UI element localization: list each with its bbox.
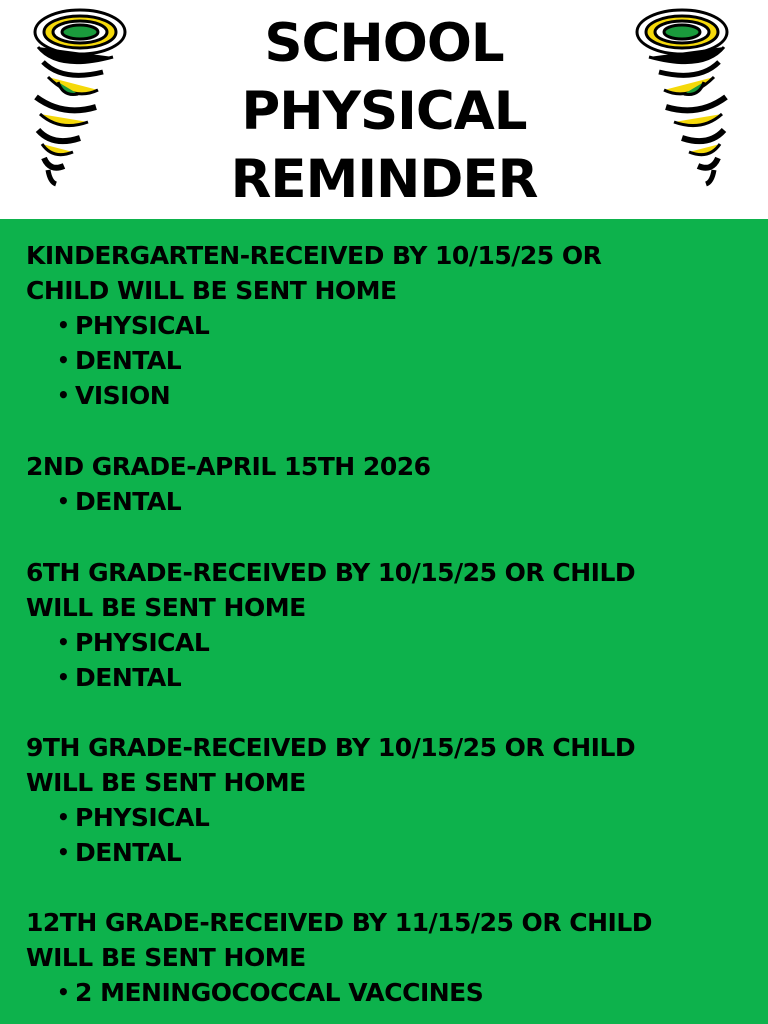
section-heading: 12TH GRADE-RECEIVED BY 11/15/25 OR CHILD bbox=[26, 908, 653, 937]
requirements-list bbox=[26, 484, 746, 519]
list-item: • DENTAL bbox=[26, 660, 746, 695]
page-title bbox=[150, 10, 618, 214]
bullet-icon: • bbox=[57, 313, 70, 337]
bullet-icon: • bbox=[57, 980, 70, 1004]
bullet-icon: • bbox=[57, 630, 70, 654]
header bbox=[0, 0, 768, 219]
section-heading: KINDERGARTEN-RECEIVED BY 10/15/25 OR bbox=[26, 241, 602, 270]
bullet-icon: • bbox=[57, 665, 70, 689]
list-item: • PHYSICAL bbox=[26, 625, 746, 660]
ninth-grade-section bbox=[26, 730, 746, 870]
title-line: PHYSICAL bbox=[241, 81, 527, 142]
list-item: • DENTAL bbox=[26, 835, 746, 870]
requirements-list bbox=[26, 975, 746, 1010]
bullet-icon: • bbox=[57, 805, 70, 829]
requirements-list bbox=[26, 625, 746, 695]
requirements-list bbox=[26, 308, 746, 413]
section-heading: CHILD WILL BE SENT HOME bbox=[26, 276, 397, 305]
requirements-list bbox=[26, 800, 746, 870]
list-item: • PHYSICAL bbox=[26, 800, 746, 835]
bullet-icon: • bbox=[57, 840, 70, 864]
section-heading: WILL BE SENT HOME bbox=[26, 768, 306, 797]
bullet-icon: • bbox=[57, 348, 70, 372]
reminder-content bbox=[0, 219, 768, 1024]
list-item: • DENTAL bbox=[26, 343, 746, 378]
tornado-mascot-icon bbox=[634, 2, 744, 188]
list-item: • DENTAL bbox=[26, 484, 746, 519]
section-heading: 9TH GRADE-RECEIVED BY 10/15/25 OR CHILD bbox=[26, 733, 636, 762]
tornado-mascot-icon bbox=[18, 2, 128, 188]
second-grade-section bbox=[26, 449, 746, 519]
section-heading: 6TH GRADE-RECEIVED BY 10/15/25 OR CHILD bbox=[26, 558, 636, 587]
twelfth-grade-section bbox=[26, 905, 746, 1010]
kindergarten-section bbox=[26, 238, 746, 413]
section-heading: 2ND GRADE-APRIL 15TH 2026 bbox=[26, 452, 431, 481]
list-item: • PHYSICAL bbox=[26, 308, 746, 343]
bullet-icon: • bbox=[57, 489, 70, 513]
list-item: • VISION bbox=[26, 378, 746, 413]
bullet-icon: • bbox=[57, 383, 70, 407]
section-heading: WILL BE SENT HOME bbox=[26, 593, 306, 622]
list-item: • 2 MENINGOCOCCAL VACCINES bbox=[26, 975, 746, 1010]
title-line: REMINDER bbox=[230, 149, 538, 210]
title-line: SCHOOL bbox=[264, 13, 504, 74]
section-heading: WILL BE SENT HOME bbox=[26, 943, 306, 972]
sixth-grade-section bbox=[26, 555, 746, 695]
